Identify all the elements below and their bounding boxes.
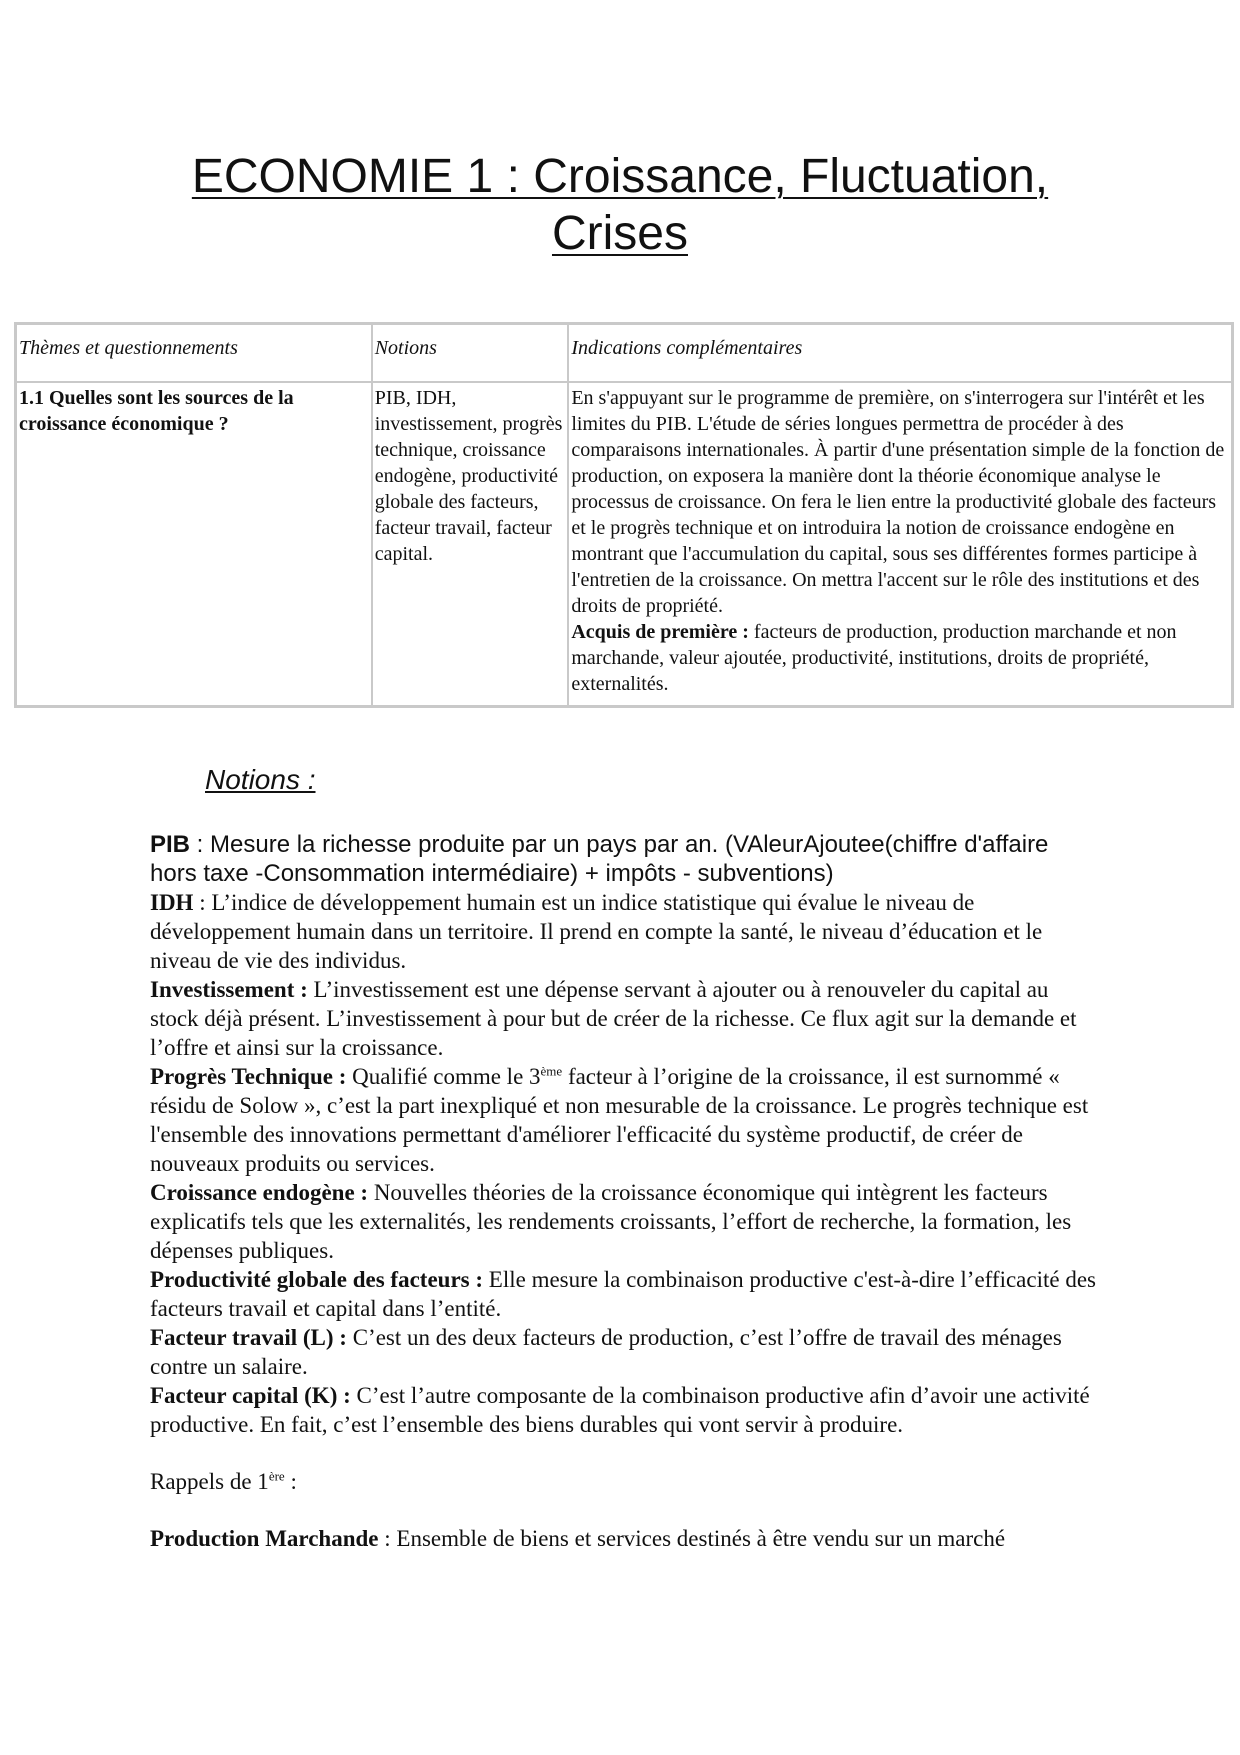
definition-sep: : xyxy=(190,831,211,858)
superscript: ère xyxy=(268,1468,285,1484)
definition-idh xyxy=(150,888,1100,975)
rappels-after: : xyxy=(284,1469,297,1494)
program-table xyxy=(14,322,1234,708)
title-line-2: Crises xyxy=(551,207,688,260)
definition-term: Progrès Technique : xyxy=(150,1064,347,1089)
definition-text-before-sup: Qualifié comme le 3 xyxy=(352,1064,541,1089)
rappels-heading xyxy=(150,1467,1100,1496)
rappels-text: Rappels de 1 xyxy=(150,1469,269,1494)
definition-term: IDH xyxy=(150,890,194,915)
definition-text: Mesure la richesse produite par un pays par an. (VAleurAjoutee(chiffre d'affaire hors taxe -Consommation intermédiaire) + impôts - subventions) xyxy=(150,831,1049,887)
definition-progres-technique xyxy=(150,1062,1100,1178)
definition-facteur-capital xyxy=(150,1381,1100,1439)
title-line-1: ECONOMIE 1 : Croissance, Fluctuation, xyxy=(191,150,1049,203)
indications-text: En s'appuyant sur le programme de première, on s'interrogera sur l'intérêt et les limites du PIB. L'étude de séries longues permettra de procéder à des comparaisons internationales. À partir d'une présentation simple de la fonction de production, on exposera la manière dont la théorie économique analyse le processus de croissance. On fera le lien entre la productivité globale des facteurs et le progrès technique et on introduira la notion de croissance endogène en montrant que l'accumulation du capital, sous ses différentes formes participe à l'entretien de la croissance. On mettra l'accent sur le rôle des institutions et des droits de propriété. xyxy=(571,387,1225,617)
definition-text: Elle mesure la combinaison productive c'est-à-dire l’efficacité des facteurs travail et capital dans l’entité. xyxy=(150,1267,1096,1321)
acquis-text: facteurs de production, production marchande et non marchande, valeur ajoutée, productivité, institutions, droits de propriété, externalités. xyxy=(571,621,1177,695)
definition-text: L’investissement est une dépense servant à ajouter ou à renouveler du capital au stock déjà présent. L’investissement à pour but de créer de la richesse. Ce flux agit sur la demande et l’offre et ainsi sur la croissance. xyxy=(150,977,1077,1060)
table-header-row xyxy=(16,324,1232,382)
definition-productivite xyxy=(150,1265,1100,1323)
cell-theme: 1.1 Quelles sont les sources de la croissance économique ? xyxy=(16,382,372,706)
definition-text: facteur à l’origine de la croissance, il est surnommé « résidu de Solow », c’est la part inexpliqué et non mesurable de la croissance. Le progrès technique est l'ensemble des innovations permettant d'améliorer l'efficacité du système productif, de créer de nouveaux produits ou services. xyxy=(150,1064,1089,1176)
notions-heading: Notions : xyxy=(205,764,316,795)
definition-term: Croissance endogène : xyxy=(150,1180,369,1205)
cell-indications xyxy=(568,382,1232,706)
definition-text: C’est l’autre composante de la combinaison productive afin d’avoir une activité productive. En fait, c’est l’ensemble des biens durables qui vont servir à produire. xyxy=(150,1383,1090,1437)
definition-croissance-endogene xyxy=(150,1178,1100,1265)
document-title xyxy=(140,148,1100,262)
definition-sep: : xyxy=(193,890,212,915)
definition-term: Production Marchande xyxy=(150,1526,379,1551)
definition-term: Productivité globale des facteurs : xyxy=(150,1267,484,1292)
table-row xyxy=(16,382,1232,706)
header-notions: Notions xyxy=(372,324,569,382)
cell-notions: PIB, IDH, investissement, progrès technique, croissance endogène, productivité globale des facteurs, facteur travail, facteur capital. xyxy=(372,382,569,706)
definition-facteur-travail xyxy=(150,1323,1100,1381)
header-themes: Thèmes et questionnements xyxy=(16,324,372,382)
spacer xyxy=(150,1439,1100,1467)
definition-term: Investissement : xyxy=(150,977,308,1002)
definition-text: C’est un des deux facteurs de production, c’est l’offre de travail des ménages contre un salaire. xyxy=(150,1325,1062,1379)
definition-production-marchande xyxy=(150,1524,1100,1553)
definition-term: Facteur capital (K) : xyxy=(150,1383,351,1408)
definition-investissement xyxy=(150,975,1100,1062)
definition-text: L’indice de développement humain est un indice statistique qui évalue le niveau de développement humain dans un territoire. Il prend en compte la santé, le niveau d’éducation et le niveau de vie des individus. xyxy=(150,890,1043,973)
definition-text: : Ensemble de biens et services destinés à être vendu sur un marché xyxy=(378,1526,1006,1551)
acquis-label: Acquis de première : xyxy=(571,621,749,643)
superscript: ème xyxy=(540,1063,563,1079)
definitions-section xyxy=(150,830,1100,1553)
definition-text: Nouvelles théories de la croissance économique qui intègrent les facteurs explicatifs tels que les externalités, les rendements croissants, l’effort de recherche, la formation, les dépenses publiques. xyxy=(150,1180,1072,1263)
header-indications: Indications complémentaires xyxy=(568,324,1232,382)
definition-term: Facteur travail (L) : xyxy=(150,1325,347,1350)
definition-pib xyxy=(150,830,1100,888)
spacer xyxy=(150,1496,1100,1524)
definition-term: PIB xyxy=(150,831,191,858)
